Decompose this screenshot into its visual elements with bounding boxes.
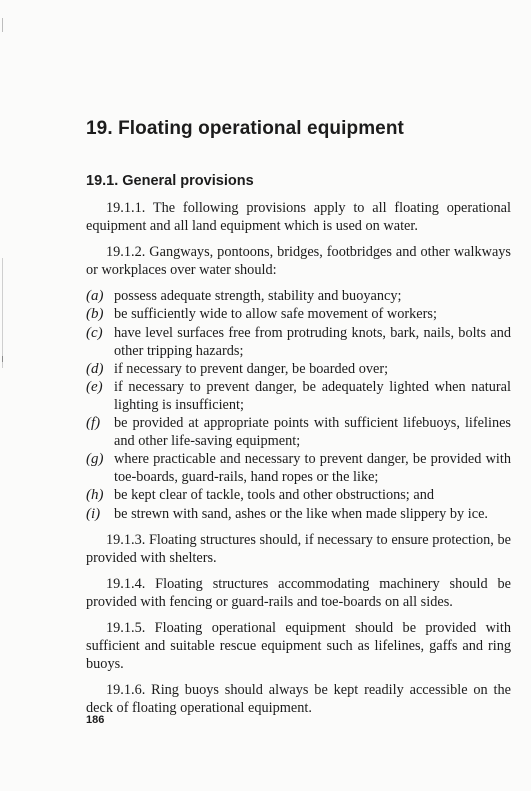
chapter-title: 19. Floating operational equipment [86,118,404,139]
list-item-text: be strewn with sand, ashes or the like when made slippery by ice. [114,505,489,522]
section-heading: 19.1. General provisions [86,173,254,189]
requirements-list [86,287,511,522]
list-marker: (c) [86,324,103,341]
list-item-text: be sufficiently wide to allow safe movement of workers; [114,306,437,323]
list-item [86,414,511,450]
list-item-text: if necessary to prevent danger, be boarded over; [114,360,389,377]
list-item-text: if necessary to prevent danger, be adequately lighted when natural lighting is insufficient; [114,378,511,413]
list-item [86,360,511,378]
list-item-text: be kept clear of tackle, tools and other obstructions; and [114,487,434,504]
list-item [86,505,511,523]
paragraph-19-1-1: 19.1.1. The following provisions apply to all floating operational equipment and all land equipment which is used on water. [86,200,511,235]
list-item-text: possess adequate strength, stability and buoyancy; [114,288,402,305]
list-item [86,450,511,486]
list-marker: (a) [86,288,104,305]
list-marker: (g) [86,451,104,468]
list-item [86,287,511,305]
list-marker: (h) [86,487,104,504]
list-marker: (f) [86,415,101,432]
scan-margin-mark [2,356,3,362]
page-number: 186 [86,714,105,726]
list-marker: (i) [86,505,101,522]
paragraph-19-1-5: 19.1.5. Floating operational equipment should be provided with sufficient and suitable rescue equipment such as lifelines, gaffs and ring buoys. [86,619,511,673]
list-item [86,324,511,360]
body-text [86,199,511,725]
scan-margin-mark [2,18,3,32]
scan-margin-mark [2,258,3,368]
list-item-text: have level surfaces free from protruding knots, bark, nails, bolts and other tripping hazards; [114,324,511,359]
paragraph-19-1-6: 19.1.6. Ring buoys should always be kept readily accessible on the deck of floating operational equipment. [86,682,511,717]
list-item [86,486,511,504]
paragraph-19-1-4: 19.1.4. Floating structures accommodating machinery should be provided with fencing or guard-rails and toe-boards on all sides. [86,575,511,610]
paragraph-19-1-3: 19.1.3. Floating structures should, if necessary to ensure protection, be provided with shelters. [86,531,511,566]
list-marker: (d) [86,360,104,377]
list-marker: (b) [86,306,104,323]
list-item [86,378,511,414]
list-item-text: where practicable and necessary to prevent danger, be provided with toe-boards, guard-rails, hand ropes or the like; [114,451,511,486]
list-item-text: be provided at appropriate points with sufficient lifebuoys, lifelines and other life-saving equipment; [114,415,511,450]
list-marker: (e) [86,378,103,395]
paragraph-19-1-2: 19.1.2. Gangways, pontoons, bridges, footbridges and other walkways or workplaces over water should: [86,244,511,279]
list-item [86,305,511,323]
